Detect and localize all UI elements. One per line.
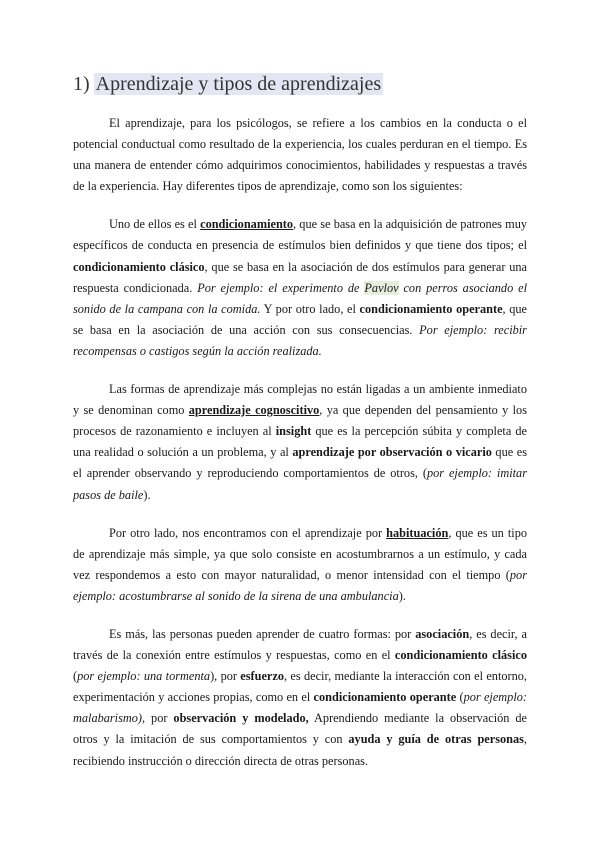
- keyword-bold: aprendizaje por observación o vicario: [292, 445, 492, 460]
- paragraph-2: [73, 214, 527, 362]
- example-italic: por ejemplo: acostumbrarse al sonido de la sirena de una ambulancia: [73, 567, 527, 603]
- example-italic: por ejemplo: imitar pasos de baile: [73, 466, 527, 502]
- example-italic: por ejemplo: malabarismo): [73, 690, 527, 726]
- text: , por: [142, 711, 174, 726]
- keyword-bold: ayuda y guía de otras personas: [348, 732, 524, 747]
- text: que es el aprender observando y reproduciendo comportamientos de otros, (: [73, 445, 527, 481]
- keyword-bold: observación y modelado,: [173, 711, 309, 726]
- text: ), por: [210, 669, 241, 684]
- text: , ya que dependen del pensamiento y los procesos de razonamiento e incluyen al: [73, 403, 527, 439]
- text: que es la percepción súbita y completa de una realidad o solución a un problema, y al: [73, 424, 527, 460]
- paragraph-3: [73, 379, 527, 506]
- text: , que se basa en la adquisición de patrones muy específicos de conducta en presencia de estímulos bien definidos y que tiene dos tipos; el: [73, 217, 528, 253]
- text: Y por otro lado, el: [260, 301, 360, 316]
- keyword-bold: condicionamiento clásico: [73, 259, 205, 274]
- text: Es más, las personas pueden aprender de cuatro formas: por: [109, 626, 416, 641]
- highlighted-name: Pavlov: [364, 280, 399, 295]
- example-italic: Por ejemplo: el experimento de: [197, 280, 365, 295]
- keyword-bold: insight: [275, 424, 312, 439]
- keyword-underlined: habituación: [386, 525, 449, 540]
- text: Por otro lado, nos encontramos con el aprendizaje por: [109, 525, 387, 540]
- keyword-underlined: condicionamiento: [200, 217, 294, 232]
- keyword-bold: asociación: [415, 626, 470, 641]
- paragraph-4: [73, 523, 527, 607]
- paragraph-1: [73, 113, 527, 197]
- example-italic: Por ejemplo: recibir recompensas o castigos según la acción realizada.: [73, 322, 527, 358]
- keyword-bold: condicionamiento clásico: [394, 648, 527, 663]
- text: , que se basa en la asociación de dos estímulos para generar una respuesta condicionada.: [73, 259, 527, 295]
- keyword-bold: esfuerzo: [240, 669, 284, 684]
- heading-number: 1): [73, 73, 90, 95]
- text: , es decir, a través de la conexión entre estímulos y respuestas, como en el: [73, 626, 528, 663]
- example-italic: por ejemplo: una tormenta: [77, 669, 211, 684]
- heading-title: Aprendizaje y tipos de aprendizajes: [95, 73, 382, 95]
- paragraph-5: [73, 624, 527, 772]
- text: (: [73, 669, 78, 684]
- text: , recibiendo instrucción o dirección directa de otras personas.: [73, 732, 527, 768]
- keyword-underlined: aprendizaje cognoscitivo: [188, 403, 320, 418]
- text: ).: [398, 588, 406, 603]
- section-heading: [73, 70, 383, 98]
- keyword-bold: condicionamiento operante: [313, 690, 457, 705]
- text: , que es un tipo de aprendizaje más simple, ya que solo consiste en acostumbrarnos a un estímulo, y cada vez respondemos a esto con mayor naturalidad, o menor intensidad con el tiempo (: [73, 525, 528, 582]
- keyword-bold: condicionamiento operante: [359, 301, 503, 316]
- text: Uno de ellos es el: [109, 217, 201, 232]
- text: (: [456, 690, 464, 705]
- text: Las formas de aprendizaje más complejas no están ligadas a un ambiente inmediato y se denominan como: [73, 382, 527, 418]
- text: ).: [143, 487, 151, 502]
- example-italic: con perros asociando el sonido de la campana con la comida.: [73, 280, 527, 316]
- document-body: [73, 113, 527, 789]
- text: , que se basa en la asociación de una acción con sus consecuencias.: [73, 301, 528, 337]
- text: Aprendiendo mediante la observación de otros y la imitación de sus comportamientos y con: [73, 711, 527, 747]
- text: El aprendizaje, para los psicólogos, se refiere a los cambios en la conducta o el potencial conductual como resultado de la experiencia, los cuales perduran en el tiempo. Es una manera de entender cómo adquirimos conocimientos, habilidades y respuestas a través de la experiencia. Hay diferentes tipos de aprendizaje, como son los siguientes:: [73, 116, 527, 194]
- text: , es decir, mediante la interacción con el entorno, experimentación y acciones propias, como en el: [73, 669, 527, 705]
